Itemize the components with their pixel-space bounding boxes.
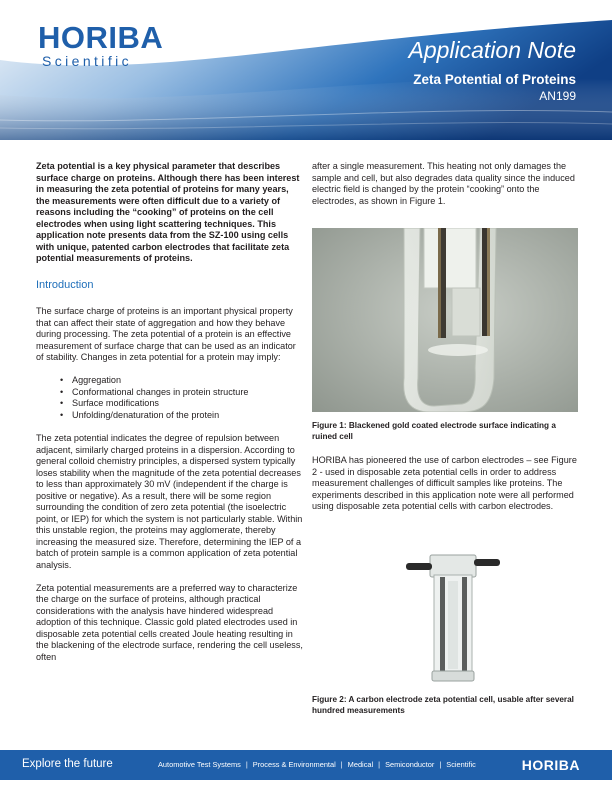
right-column — [312, 161, 578, 219]
title-block — [409, 36, 577, 103]
figure-1-photo — [312, 228, 578, 412]
doc-code: AN199 — [539, 89, 576, 103]
intro-paragraph-1: The surface charge of proteins is an important physical property that can affect their state of aggregation and how they behave during processing. The zeta potential of a protein is an effective measurement of surface charge that can be used as an indicator of stability. Changes in zeta potential for a protein may imply: — [36, 306, 296, 362]
electrode-cell-photo — [312, 228, 578, 412]
horiba-logo — [38, 22, 163, 69]
footer-link[interactable]: Automotive Test Systems — [158, 760, 241, 769]
right-paragraph-1: after a single measurement. This heating not only damages the sample and cell, but also degrades data quality since the induced electric field is changed by the protein “cooking” onto the electrodes, as shown in Figure 1. — [312, 161, 575, 206]
figure-1-caption: Figure 1: Blackened gold coated electrode surface indicating a ruined cell — [312, 421, 556, 441]
footer-links — [158, 760, 476, 769]
bullet-item: • Surface modifications — [72, 398, 303, 410]
footer-separator: | — [245, 760, 248, 769]
footer-link[interactable]: Scientific — [446, 760, 476, 769]
bullet-item: • Conformational changes in protein structure — [72, 387, 303, 399]
logo-subtitle: Scientific — [42, 53, 133, 69]
footer-separator: | — [340, 760, 343, 769]
page-footer — [0, 750, 612, 780]
intro-paragraph-3: Zeta potential measurements are a preferred way to characterize the charge on the surface of proteins, although practical considerations with the analysis have hindered widespread adoption of this technique. Classic gold plated electrodes used in disposable zeta potential cells created Joule heating resulting in the blackening of the electrode surface, rendering the cell useless, often — [36, 582, 303, 662]
footer-link[interactable]: Process & Environmental — [252, 760, 336, 769]
logo-wordmark: HORIBA — [38, 20, 164, 55]
doc-title: Zeta Potential of Proteins — [413, 72, 576, 87]
left-column — [36, 161, 303, 675]
figure-2-caption: Figure 2: A carbon electrode zeta potential cell, usable after several hundred measurements — [312, 695, 574, 715]
footer-link[interactable]: Medical — [347, 760, 374, 769]
footer-link[interactable]: Semiconductor — [385, 760, 435, 769]
section-heading-introduction: Introduction — [36, 278, 94, 291]
footer-separator: | — [378, 760, 381, 769]
right-paragraph-2: HORIBA has pioneered the use of carbon electrodes – see Figure 2 - used in disposable zeta potential cells in order to address measurement challenges of difficult samples like proteins. The experiments described in this application note were all performed using disposable zeta potential cells with carbon electrodes. — [312, 455, 577, 511]
abstract: Zeta potential is a key physical parameter that describes surface charge on proteins. Although there has been interest in measuring the zeta potential of proteins for many years, the measurements were often difficult due to a variety of reasons including the “cooking” of proteins on the cell electrodes when using light scattering techniques. This application note presents data from the SZ-100 using cells with unique, patented carbon electrodes that facilitate zeta potential measurements of proteins. — [36, 161, 300, 263]
bullet-item: • Aggregation — [72, 375, 303, 387]
bullet-list — [36, 375, 303, 421]
footer-tagline: Explore the future — [22, 758, 113, 770]
figure-2-photo — [396, 545, 508, 685]
intro-paragraph-2: The zeta potential indicates the degree of repulsion between adjacent, similarly charged proteins in a dispersion. According to general colloid chemistry principles, a dispersed system typically loses stability when the magnitude of the zeta potential decreases to less than approximately 30 mV (independent if the charge is positive or negative). As a result, there will be some region surrounding the condition of zero zeta potential (the isoelectric point, or IEP) for which the system is not particularly stable. Within this unstable region, the proteins may agglomerate, thereby increasing the measured size. Therefore, determining the IEP of a batch of protein sample is a common application of zeta potential analysis. — [36, 433, 303, 570]
bullet-item: • Unfolding/denaturation of the protein — [72, 410, 303, 422]
footer-logo: HORIBA — [521, 757, 580, 773]
doc-type: Application Note — [408, 37, 576, 63]
footer-separator: | — [439, 760, 442, 769]
carbon-electrode-cell-photo — [396, 545, 508, 685]
page-header — [0, 0, 612, 140]
